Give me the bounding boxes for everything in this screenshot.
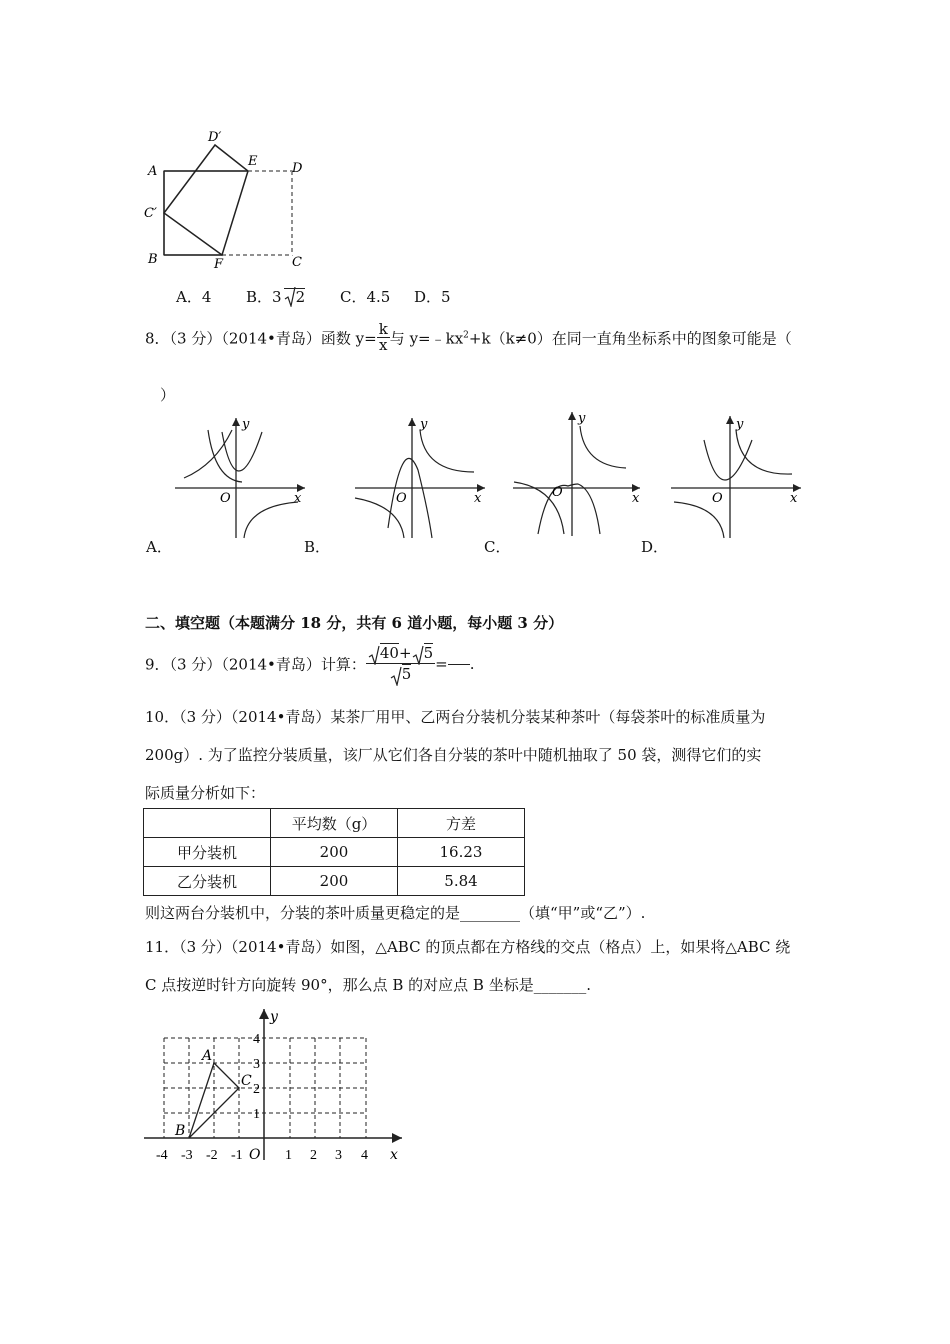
q10-line2: 200g）. 为了监控分装质量，该厂从它们各自分装的茶叶中随机抽取了 50 袋，测得它们的实 <box>145 746 762 764</box>
x-label: x <box>790 491 798 506</box>
q7-option-c: C．4.5 <box>340 288 391 306</box>
q8-option-d: D． <box>641 538 669 556</box>
q8-stem: 8．（3 分）（2014•青岛）函数 y= $\frac{k}{x}$ 与 $y=﹣kx^2+k(k\ne 0)$在同一直角坐标系中的图象可能是（ <box>145 320 792 354</box>
origin-label: O <box>220 491 231 506</box>
y-label: y <box>242 417 250 432</box>
svg-text:-2: -2 <box>206 1148 218 1163</box>
label-C: C <box>292 255 302 270</box>
table-header-row <box>144 809 525 838</box>
label-Dp: D′ <box>208 130 222 145</box>
label-B: B <box>148 252 158 267</box>
label-A: A <box>148 164 158 179</box>
q8-option-a: A． <box>146 538 172 556</box>
table-row <box>144 838 525 867</box>
label-Cp: C′ <box>144 206 157 221</box>
table-cell: 乙分装机 <box>144 867 271 896</box>
label-D: D <box>292 161 303 176</box>
q8-graph-d <box>666 410 806 540</box>
q7-option-b-prefix: B．3 <box>246 288 282 306</box>
q11-line1: 11．（3 分）（2014•青岛）如图，△ABC 的顶点都在方格线的交点（格点）上，如果将△ABC 绕 <box>145 938 791 956</box>
q10-line3: 际质量分析如下： <box>145 784 266 802</box>
q10-line4: 则这两台分装机中，分装的茶叶质量更稳定的是________（填“甲”或“乙”）. <box>145 904 646 922</box>
origin-label: O <box>712 491 723 506</box>
svg-text:O: O <box>249 1147 261 1163</box>
q7-figure <box>140 125 330 275</box>
q7-option-b <box>246 286 305 307</box>
svg-text:-4: -4 <box>156 1148 168 1163</box>
q11-grid-figure <box>140 1005 415 1170</box>
q8-option-c: C． <box>484 538 511 556</box>
y-label: y <box>736 417 744 432</box>
q8-graph-a <box>170 410 310 540</box>
svg-text:y: y <box>270 1009 278 1025</box>
y-label: y <box>420 417 428 432</box>
q9-stem: 9．（3 分）（2014•青岛）计算： 40+ 5 5 = . <box>145 644 475 683</box>
x-label: x <box>294 491 302 506</box>
origin-label: O <box>552 485 563 500</box>
q7-option-b-radicand: 2 <box>295 288 306 306</box>
q8-graph-c <box>508 408 648 538</box>
table-cell: 16.23 <box>398 838 525 867</box>
origin-label: O <box>396 491 407 506</box>
table-header-cell: 平均数（g） <box>271 809 398 838</box>
svg-text:-1: -1 <box>231 1148 243 1163</box>
section-2-title: 二、填空题（本题满分 18 分，共有 6 道小题，每小题 3 分） <box>145 614 564 632</box>
q8-graph-b <box>350 410 490 540</box>
table-cell: 200 <box>271 838 398 867</box>
svg-text:1: 1 <box>285 1148 292 1163</box>
x-label: x <box>632 491 640 506</box>
svg-text:A: A <box>202 1048 213 1064</box>
y-label: y <box>578 411 586 426</box>
svg-text:3: 3 <box>253 1057 260 1072</box>
q11-line2: C 点按逆时针方向旋转 90°，那么点 B 的对应点 B 坐标是_______. <box>145 976 591 994</box>
label-E: E <box>248 154 258 169</box>
svg-text:x: x <box>390 1147 398 1163</box>
q10-table <box>143 808 525 896</box>
svg-text:4: 4 <box>361 1148 368 1163</box>
svg-text:C: C <box>241 1073 252 1089</box>
table-cell: 甲分装机 <box>144 838 271 867</box>
svg-text:1: 1 <box>253 1107 260 1122</box>
table-cell: 5.84 <box>398 867 525 896</box>
table-cell: 200 <box>271 867 398 896</box>
svg-text:B: B <box>175 1123 186 1139</box>
svg-text:2: 2 <box>310 1148 317 1163</box>
table-header-cell <box>144 809 271 838</box>
label-F: F <box>214 257 224 272</box>
svg-text:4: 4 <box>253 1032 260 1047</box>
q7-option-a: A．4 <box>176 288 212 306</box>
q10-line1: 10．（3 分）（2014•青岛）某茶厂用甲、乙两台分装机分装某种茶叶（每袋茶叶的标准质量为 <box>145 708 766 726</box>
svg-text:3: 3 <box>335 1148 342 1163</box>
table-row <box>144 867 525 896</box>
svg-text:-3: -3 <box>181 1148 193 1163</box>
q8-stem-close: ） <box>160 386 176 404</box>
svg-text:2: 2 <box>253 1082 260 1097</box>
q8-option-b: B． <box>304 538 331 556</box>
q7-option-d: D．5 <box>414 288 451 306</box>
table-header-cell: 方差 <box>398 809 525 838</box>
x-label: x <box>474 491 482 506</box>
